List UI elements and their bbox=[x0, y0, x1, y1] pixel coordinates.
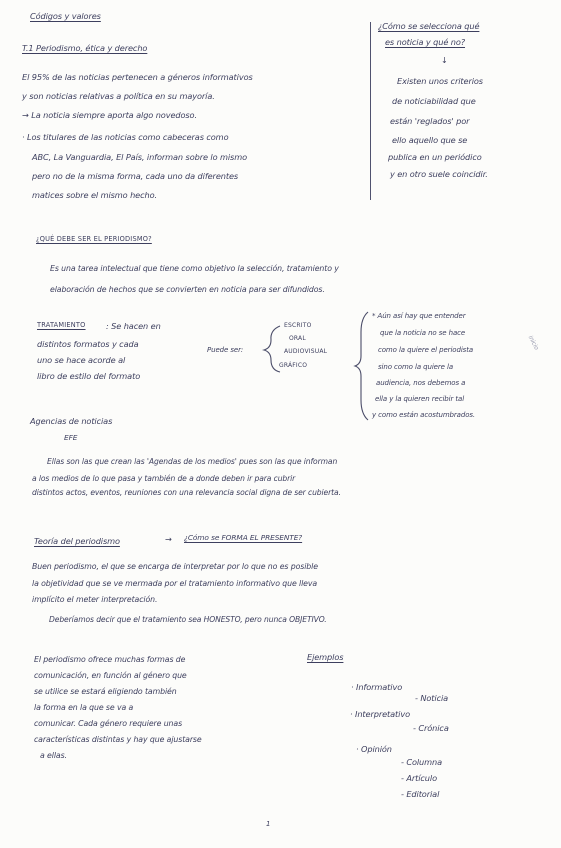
formas-text-line: comunicar. Cada género requiere unas bbox=[34, 719, 183, 728]
ejemplo-item: - Noticia bbox=[415, 693, 449, 703]
formas-text-line: se utilice se estará eligiendo también bbox=[34, 687, 177, 696]
format-escrito: ESCRITO bbox=[284, 322, 312, 329]
note-line: * Aún así hay que entender bbox=[372, 312, 466, 320]
sidebar-answer-line: Existen unos criterios bbox=[397, 76, 483, 86]
tratamiento-label: TRATAMIENTO bbox=[37, 321, 86, 329]
novedoso-line: → La noticia siempre aporta algo novedoso. bbox=[22, 110, 197, 120]
section-1-text-line: · Los titulares de las noticias como cabeceras como bbox=[22, 132, 229, 142]
ejemplos-title: Ejemplos bbox=[307, 652, 344, 662]
note-line: como la quiere el periodista bbox=[378, 346, 474, 354]
ejemplo-item: - Artículo bbox=[401, 773, 437, 783]
puede-ser-label: Puede ser: bbox=[207, 346, 244, 354]
section-1-text-line: El 95% de las noticias pertenecen a géneros informativos bbox=[22, 72, 253, 82]
section-1-text-line: pero no de la misma forma, cada uno da diferentes bbox=[32, 171, 239, 181]
right-brace-icon bbox=[355, 312, 368, 420]
ejemplo-item: - Crónica bbox=[413, 723, 449, 733]
teoria-question: ¿Cómo se FORMA EL PRESENTE? bbox=[184, 533, 303, 542]
left-brace-icon bbox=[264, 326, 280, 372]
formas-text-line: El periodismo ofrece muchas formas de bbox=[34, 655, 186, 664]
tratamiento-text-line: libro de estilo del formato bbox=[37, 371, 141, 381]
tratamiento-text-line: uno se hace acorde al bbox=[37, 355, 126, 365]
section-2-text-line: elaboración de hechos que se convierten en noticia para ser difundidos. bbox=[50, 285, 325, 294]
section-1-heading: T.1 Periodismo, ética y derecho bbox=[22, 43, 148, 53]
teoria-title: Teoría del periodismo bbox=[34, 536, 120, 546]
section-1-text-line: ABC, La Vanguardia, El País, informan sobre lo mismo bbox=[32, 152, 247, 162]
section-2-text-line: Es una tarea intelectual que tiene como objetivo la selección, tratamiento y bbox=[50, 264, 339, 273]
ejemplo-group: · Opinión bbox=[356, 744, 392, 754]
ejemplo-item: - Columna bbox=[401, 757, 443, 767]
note-line: que la noticia no se hace bbox=[380, 329, 466, 337]
page-title: Códigos y valores bbox=[30, 11, 101, 21]
sidebar-question: ¿Cómo se selecciona qué bbox=[378, 21, 480, 31]
margin-note: inicio bbox=[526, 334, 541, 352]
agencias-text-line: distintos actos, eventos, reuniones con una relevancia social digna de ser cubierta. bbox=[32, 488, 341, 497]
formas-text-line: la forma en la que se va a bbox=[34, 703, 134, 712]
note-line: ella y la quieren recibir tal bbox=[375, 395, 465, 403]
down-arrow-icon: ↓ bbox=[441, 55, 448, 65]
arrow-right-icon: → bbox=[165, 534, 172, 544]
teoria-text-line: la objetividad que se ve mermada por el tratamiento informativo que lleva bbox=[32, 579, 318, 588]
format-audiovisual: AUDIOVISUAL bbox=[284, 348, 328, 355]
section-1-text-line: matices sobre el mismo hecho. bbox=[32, 190, 158, 200]
ejemplo-item: - Editorial bbox=[401, 789, 440, 799]
sidebar-answer-line: publica en un periódico bbox=[388, 152, 482, 162]
tratamiento-text-line: distintos formatos y cada bbox=[37, 339, 139, 349]
honesto-line: Deberíamos decir que el tratamiento sea HONESTO, pero nunca OBJETIVO. bbox=[49, 615, 327, 624]
agencias-abbr: EFE bbox=[64, 433, 78, 442]
teoria-text-line: implícito el meter interpretación. bbox=[32, 595, 158, 604]
section-2-heading: ¿QUÉ DEBE SER EL PERIODISMO? bbox=[36, 235, 152, 243]
sidebar-answer-line: están 'reglados' por bbox=[390, 116, 470, 126]
note-line: y como están acostumbrados. bbox=[372, 411, 476, 419]
format-oral: ORAL bbox=[289, 335, 306, 342]
formas-text-line: a ellas. bbox=[40, 751, 67, 760]
note-line: audiencia, nos debemos a bbox=[376, 379, 466, 387]
ejemplo-group: · Informativo bbox=[351, 682, 403, 692]
teoria-text-line: Buen periodismo, el que se encarga de interpretar por lo que no es posible bbox=[32, 562, 318, 571]
sidebar-question: es noticia y qué no? bbox=[385, 37, 466, 47]
formas-text-line: características distintas y hay que ajustarse bbox=[34, 735, 202, 744]
agencias-title: Agencias de noticias bbox=[30, 416, 113, 426]
format-grafico: GRÁFICO bbox=[279, 362, 308, 369]
section-1-text-line: y son noticias relativas a política en su mayoría. bbox=[22, 91, 215, 101]
sidebar-answer-line: y en otro suele coincidir. bbox=[390, 169, 488, 179]
tratamiento-text-line: : Se hacen en bbox=[106, 321, 161, 331]
agencias-text-line: a los medios de lo que pasa y también de a donde deben ir para cubrir bbox=[32, 474, 296, 483]
note-line: sino como la quiere la bbox=[378, 363, 454, 371]
ejemplo-group: · Interpretativo bbox=[350, 709, 410, 719]
page-number: 1 bbox=[266, 820, 271, 828]
sidebar-answer-line: de noticiabilidad que bbox=[392, 96, 476, 106]
sidebar-answer-line: ello aquello que se bbox=[392, 135, 468, 145]
agencias-text-line: Ellas son las que crean las 'Agendas de los medios' pues son las que informan bbox=[47, 457, 338, 466]
formas-text-line: comunicación, en función al género que bbox=[34, 671, 187, 680]
